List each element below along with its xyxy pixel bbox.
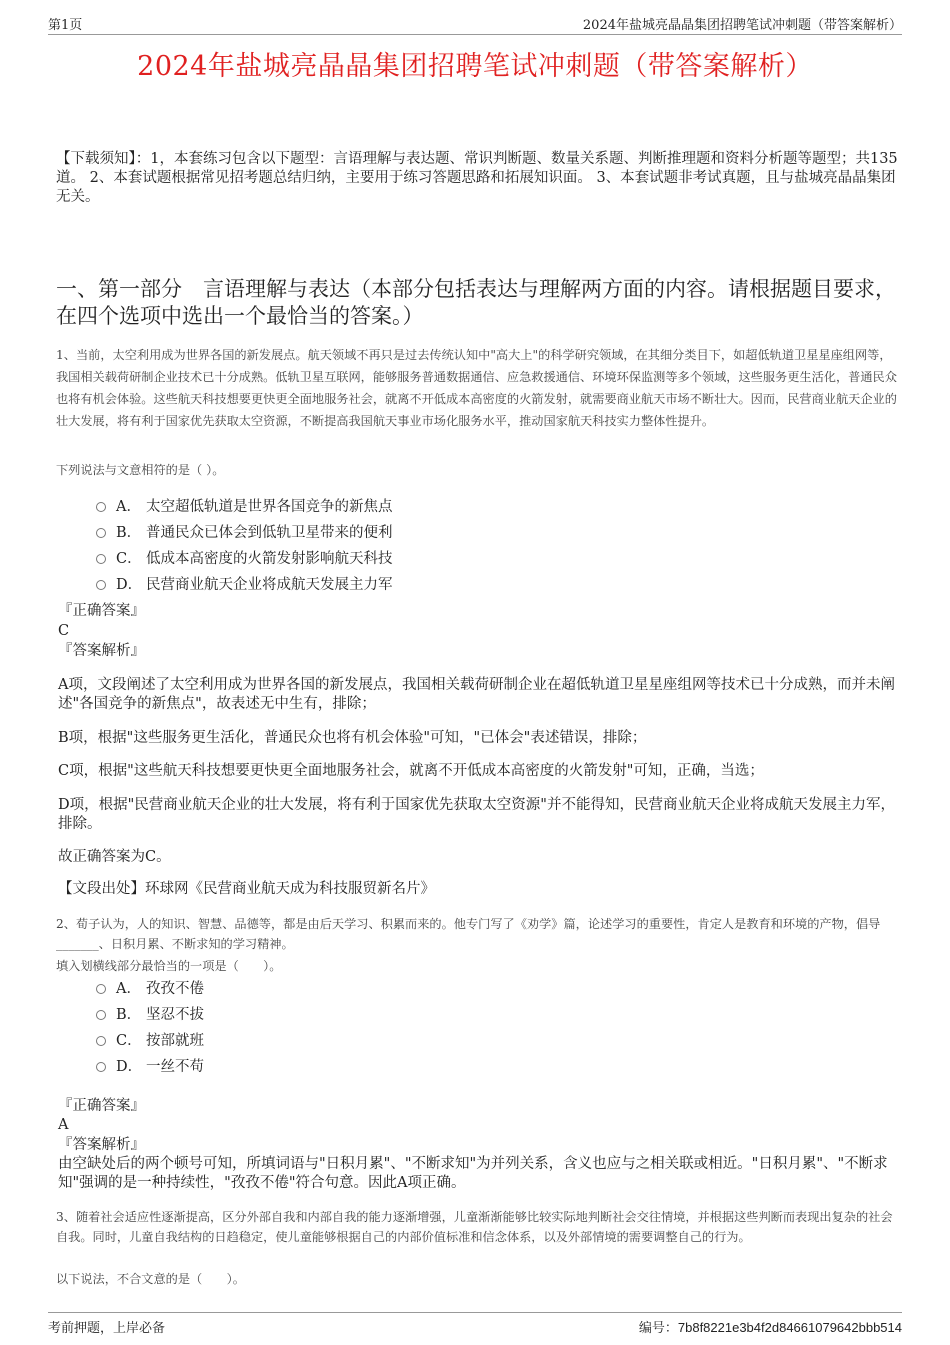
q1-source: 【文段出处】环球网《民营商业航天成为科技服贸新名片》: [58, 881, 435, 897]
footer-code: 编号：7b8f8221e3b4f2d84661079642bbb514: [638, 1320, 902, 1336]
q2-option-c[interactable]: C． 按部就班: [96, 1026, 204, 1052]
radio-icon[interactable]: [96, 528, 106, 538]
q2-options: [96, 974, 204, 1078]
q1-option-a[interactable]: A． 太空超低轨道是世界各国竞争的新焦点: [96, 492, 393, 518]
radio-icon[interactable]: [96, 984, 106, 994]
radio-icon[interactable]: [96, 1062, 106, 1072]
q1-analysis-label: 『答案解析』: [58, 643, 145, 659]
q2-answer-label: 『正确答案』: [58, 1098, 145, 1114]
download-notice: 【下载须知】：1，本套练习包含以下题型：言语理解与表达题、常识判断题、数量关系题、判断推理题和资料分析题等题型；共135道。 2、本套试题根据常见招考题总结归纳，主要用于练习答题思路和拓展知识面。 3、本套试题非考试真题，且与盐城亮晶晶集团无关。: [56, 151, 898, 205]
radio-icon[interactable]: [96, 1010, 106, 1020]
radio-icon[interactable]: [96, 1036, 106, 1046]
q2-option-b[interactable]: B． 坚忍不拔: [96, 1000, 204, 1026]
q1-conclusion: 故正确答案为C。: [58, 849, 171, 865]
q1-answer-label: 『正确答案』: [58, 603, 145, 619]
q1-option-c[interactable]: C． 低成本高密度的火箭发射影响航天科技: [96, 544, 393, 570]
q1-analysis-d: D项，根据"民营商业航天企业的壮大发展，将有利于国家优先获取太空资源"并不能得知，民营商业航天企业将成航天发展主力军，排除。: [58, 797, 895, 832]
footer-slogan: 考前押题，上岸必备: [48, 1321, 166, 1336]
q2-answer: A: [58, 1117, 69, 1133]
radio-icon[interactable]: [96, 580, 106, 590]
q3-question: 以下说法，不合文意的是（ ）。: [56, 1272, 245, 1286]
page-footer: [48, 1312, 902, 1336]
radio-icon[interactable]: [96, 554, 106, 564]
q1-analysis-a: A项，文段阐述了太空利用成为世界各国的新发展点，我国相关载荷研制企业在超低轨道卫星星座组网等技术已十分成熟，而并未阐述"各国竞争的新焦点"，故表述无中生有，排除；: [58, 677, 895, 712]
document-title: 2024年盐城亮晶晶集团招聘笔试冲刺题（带答案解析）: [137, 51, 813, 82]
q2-stem: 2、荀子认为，人的知识、智慧、品德等，都是由后天学习、积累而来的。他专门写了《劝学》篇，论述学习的重要性，肯定人是教育和环境的产物，倡导_______、日积月累、不断求知的学习精神。: [56, 917, 881, 951]
q1-stem: 1、当前，太空利用成为世界各国的新发展点。航天领域不再只是过去传统认知中"高大上"的科学研究领域，在其细分类目下，如超低轨道卫星星座组网等，我国相关载荷研制企业技术已十分成熟。低轨卫星互联网，能够服务普通数据通信、应急救援通信、环境环保监测等多个领域，这些服务更生活化，普通民众也将有机会体验。这些航天科技想要更快更全面地服务社会，就离不开低成本高密度的火箭发射，就需要商业航天市场不断壮大。因而，民营商业航天企业的壮大发展，将有利于国家优先获取太空资源，不断提高我国航天事业市场化服务水平，推动国家航天科技实力整体性提升。: [56, 348, 897, 428]
q1-answer: C: [58, 623, 70, 639]
q1-analysis-b: B项，根据"这些服务更生活化，普通民众也将有机会体验"可知，"已体会"表述错误，排除；: [58, 730, 647, 746]
q1-analysis-c: C项，根据"这些航天科技想要更快更全面地服务社会，就离不开低成本高密度的火箭发射"可知，正确，当选；: [58, 763, 764, 779]
header-doc-title: 2024年盐城亮晶晶集团招聘笔试冲刺题（带答案解析）: [582, 18, 902, 33]
q2-question: 填入划横线部分最恰当的一项是（ ）。: [56, 959, 282, 973]
q2-analysis-label: 『答案解析』: [58, 1137, 145, 1153]
q1-question: 下列说法与文意相符的是（ ）。: [56, 463, 225, 477]
q3-stem: 3、随着社会适应性逐渐提高，区分外部自我和内部自我的能力逐渐增强，儿童渐渐能够比较实际地判断社会交往情境，并根据这些判断而表现出复杂的社会自我。同时，儿童自我结构的日趋稳定，使儿童能够根据自己的内部价值标准和信念体系，以及外部情境的需要调整自己的行为。: [56, 1210, 893, 1244]
q1-option-b[interactable]: B． 普通民众已体会到低轨卫星带来的便利: [96, 518, 393, 544]
q2-option-a[interactable]: A． 孜孜不倦: [96, 974, 204, 1000]
q2-analysis: 由空缺处后的两个顿号可知，所填词语与"日积月累"、"不断求知"为并列关系，含义也应与之相关联或相近。"日积月累"、"不断求知"强调的是一种持续性，"孜孜不倦"符合句意。因此A项正确。: [58, 1156, 888, 1191]
q2-option-d[interactable]: D． 一丝不苟: [96, 1052, 204, 1078]
q1-options: [96, 492, 393, 596]
q1-option-d[interactable]: D． 民营商业航天企业将成航天发展主力军: [96, 570, 393, 596]
section-heading: 一、第一部分 言语理解与表达（本部分包括表达与理解两方面的内容。请根据题目要求，在四个选项中选出一个最恰当的答案。）: [56, 277, 896, 328]
radio-icon[interactable]: [96, 502, 106, 512]
page-header: [48, 14, 902, 35]
page-number: 第1页: [48, 18, 83, 33]
